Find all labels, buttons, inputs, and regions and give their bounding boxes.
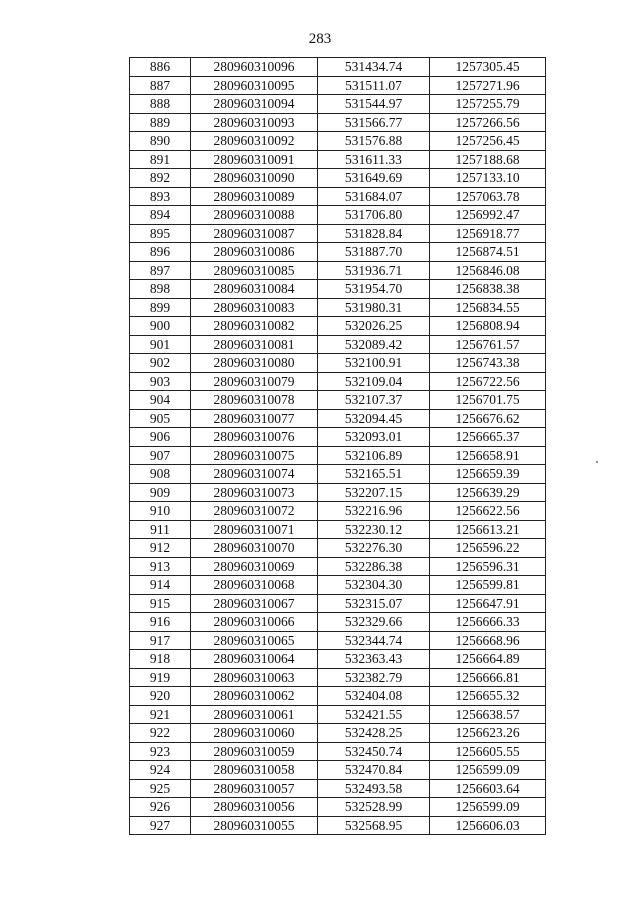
- row-number-cell: 914: [130, 576, 191, 595]
- table-row: [130, 76, 546, 95]
- y-coordinate-cell: 1256655.32: [430, 687, 546, 706]
- x-coordinate-cell: 531706.80: [318, 206, 430, 225]
- y-coordinate-cell: 1256622.56: [430, 502, 546, 521]
- scan-speck: [596, 461, 598, 463]
- x-coordinate-cell: 532493.58: [318, 779, 430, 798]
- page-number: 283: [308, 31, 332, 47]
- y-coordinate-cell: 1256992.47: [430, 206, 546, 225]
- row-number-cell: 901: [130, 335, 191, 354]
- table-row: [130, 613, 546, 632]
- row-number-cell: 913: [130, 557, 191, 576]
- x-coordinate-cell: 532230.12: [318, 520, 430, 539]
- table-row: [130, 761, 546, 780]
- y-coordinate-cell: 1256918.77: [430, 224, 546, 243]
- x-coordinate-cell: 532165.51: [318, 465, 430, 484]
- row-number-cell: 895: [130, 224, 191, 243]
- y-coordinate-cell: 1256676.62: [430, 409, 546, 428]
- row-number-cell: 887: [130, 76, 191, 95]
- row-number-cell: 920: [130, 687, 191, 706]
- x-coordinate-cell: 532470.84: [318, 761, 430, 780]
- table-row: [130, 354, 546, 373]
- y-coordinate-cell: 1257133.10: [430, 169, 546, 188]
- row-number-cell: 912: [130, 539, 191, 558]
- row-number-cell: 919: [130, 668, 191, 687]
- point-id-cell: 280960310070: [191, 539, 318, 558]
- point-id-cell: 280960310059: [191, 742, 318, 761]
- table-row: [130, 668, 546, 687]
- table-row: [130, 58, 546, 77]
- point-id-cell: 280960310087: [191, 224, 318, 243]
- y-coordinate-cell: 1256638.57: [430, 705, 546, 724]
- y-coordinate-cell: 1256659.39: [430, 465, 546, 484]
- row-number-cell: 926: [130, 798, 191, 817]
- point-id-cell: 280960310082: [191, 317, 318, 336]
- x-coordinate-cell: 532107.37: [318, 391, 430, 410]
- coordinates-table: [129, 57, 546, 835]
- row-number-cell: 918: [130, 650, 191, 669]
- table-row: [130, 465, 546, 484]
- point-id-cell: 280960310056: [191, 798, 318, 817]
- y-coordinate-cell: 1256665.37: [430, 428, 546, 447]
- y-coordinate-cell: 1256596.22: [430, 539, 546, 558]
- y-coordinate-cell: 1257256.45: [430, 132, 546, 151]
- y-coordinate-cell: 1256834.55: [430, 298, 546, 317]
- table-row: [130, 705, 546, 724]
- x-coordinate-cell: 531566.77: [318, 113, 430, 132]
- row-number-cell: 907: [130, 446, 191, 465]
- row-number-cell: 923: [130, 742, 191, 761]
- table-row: [130, 557, 546, 576]
- row-number-cell: 905: [130, 409, 191, 428]
- y-coordinate-cell: 1256596.31: [430, 557, 546, 576]
- row-number-cell: 911: [130, 520, 191, 539]
- point-id-cell: 280960310091: [191, 150, 318, 169]
- table-row: [130, 169, 546, 188]
- point-id-cell: 280960310094: [191, 95, 318, 114]
- x-coordinate-cell: 532329.66: [318, 613, 430, 632]
- point-id-cell: 280960310060: [191, 724, 318, 743]
- table-row: [130, 483, 546, 502]
- point-id-cell: 280960310092: [191, 132, 318, 151]
- y-coordinate-cell: 1256722.56: [430, 372, 546, 391]
- table-row: [130, 280, 546, 299]
- table-row: [130, 539, 546, 558]
- table-row: [130, 261, 546, 280]
- table-row: [130, 520, 546, 539]
- x-coordinate-cell: 532207.15: [318, 483, 430, 502]
- x-coordinate-cell: 532363.43: [318, 650, 430, 669]
- x-coordinate-cell: 532026.25: [318, 317, 430, 336]
- row-number-cell: 892: [130, 169, 191, 188]
- point-id-cell: 280960310088: [191, 206, 318, 225]
- row-number-cell: 906: [130, 428, 191, 447]
- table-row: [130, 206, 546, 225]
- row-number-cell: 917: [130, 631, 191, 650]
- point-id-cell: 280960310083: [191, 298, 318, 317]
- x-coordinate-cell: 532089.42: [318, 335, 430, 354]
- x-coordinate-cell: 531649.69: [318, 169, 430, 188]
- x-coordinate-cell: 532109.04: [318, 372, 430, 391]
- y-coordinate-cell: 1256613.21: [430, 520, 546, 539]
- point-id-cell: 280960310086: [191, 243, 318, 262]
- y-coordinate-cell: 1257255.79: [430, 95, 546, 114]
- point-id-cell: 280960310079: [191, 372, 318, 391]
- x-coordinate-cell: 531936.71: [318, 261, 430, 280]
- point-id-cell: 280960310081: [191, 335, 318, 354]
- x-coordinate-cell: 532404.08: [318, 687, 430, 706]
- table-row: [130, 243, 546, 262]
- y-coordinate-cell: 1256838.38: [430, 280, 546, 299]
- point-id-cell: 280960310078: [191, 391, 318, 410]
- point-id-cell: 280960310075: [191, 446, 318, 465]
- table-row: [130, 409, 546, 428]
- table-row: [130, 816, 546, 835]
- row-number-cell: 927: [130, 816, 191, 835]
- table-row: [130, 428, 546, 447]
- y-coordinate-cell: 1256666.81: [430, 668, 546, 687]
- x-coordinate-cell: 532428.25: [318, 724, 430, 743]
- row-number-cell: 894: [130, 206, 191, 225]
- point-id-cell: 280960310073: [191, 483, 318, 502]
- point-id-cell: 280960310062: [191, 687, 318, 706]
- y-coordinate-cell: 1256666.33: [430, 613, 546, 632]
- row-number-cell: 909: [130, 483, 191, 502]
- table-row: [130, 502, 546, 521]
- point-id-cell: 280960310085: [191, 261, 318, 280]
- point-id-cell: 280960310093: [191, 113, 318, 132]
- table-row: [130, 631, 546, 650]
- table-row: [130, 594, 546, 613]
- row-number-cell: 924: [130, 761, 191, 780]
- row-number-cell: 898: [130, 280, 191, 299]
- row-number-cell: 889: [130, 113, 191, 132]
- table-row: [130, 113, 546, 132]
- x-coordinate-cell: 531611.33: [318, 150, 430, 169]
- point-id-cell: 280960310076: [191, 428, 318, 447]
- x-coordinate-cell: 531828.84: [318, 224, 430, 243]
- y-coordinate-cell: 1257271.96: [430, 76, 546, 95]
- row-number-cell: 916: [130, 613, 191, 632]
- y-coordinate-cell: 1256761.57: [430, 335, 546, 354]
- point-id-cell: 280960310065: [191, 631, 318, 650]
- table-row: [130, 372, 546, 391]
- row-number-cell: 922: [130, 724, 191, 743]
- y-coordinate-cell: 1256599.81: [430, 576, 546, 595]
- x-coordinate-cell: 532094.45: [318, 409, 430, 428]
- point-id-cell: 280960310068: [191, 576, 318, 595]
- x-coordinate-cell: 532568.95: [318, 816, 430, 835]
- y-coordinate-cell: 1256606.03: [430, 816, 546, 835]
- y-coordinate-cell: 1256846.08: [430, 261, 546, 280]
- row-number-cell: 891: [130, 150, 191, 169]
- table-row: [130, 187, 546, 206]
- x-coordinate-cell: 532276.30: [318, 539, 430, 558]
- point-id-cell: 280960310057: [191, 779, 318, 798]
- x-coordinate-cell: 532450.74: [318, 742, 430, 761]
- x-coordinate-cell: 532286.38: [318, 557, 430, 576]
- row-number-cell: 890: [130, 132, 191, 151]
- point-id-cell: 280960310055: [191, 816, 318, 835]
- x-coordinate-cell: 531434.74: [318, 58, 430, 77]
- row-number-cell: 900: [130, 317, 191, 336]
- x-coordinate-cell: 532093.01: [318, 428, 430, 447]
- table-row: [130, 742, 546, 761]
- x-coordinate-cell: 531544.97: [318, 95, 430, 114]
- x-coordinate-cell: 532216.96: [318, 502, 430, 521]
- row-number-cell: 910: [130, 502, 191, 521]
- y-coordinate-cell: 1256639.29: [430, 483, 546, 502]
- x-coordinate-cell: 531576.88: [318, 132, 430, 151]
- table-row: [130, 132, 546, 151]
- y-coordinate-cell: 1256603.64: [430, 779, 546, 798]
- point-id-cell: 280960310095: [191, 76, 318, 95]
- point-id-cell: 280960310072: [191, 502, 318, 521]
- y-coordinate-cell: 1256668.96: [430, 631, 546, 650]
- x-coordinate-cell: 532382.79: [318, 668, 430, 687]
- table-row: [130, 95, 546, 114]
- x-coordinate-cell: 532421.55: [318, 705, 430, 724]
- point-id-cell: 280960310058: [191, 761, 318, 780]
- point-id-cell: 280960310089: [191, 187, 318, 206]
- x-coordinate-cell: 532304.30: [318, 576, 430, 595]
- y-coordinate-cell: 1256664.89: [430, 650, 546, 669]
- x-coordinate-cell: 531954.70: [318, 280, 430, 299]
- y-coordinate-cell: 1256743.38: [430, 354, 546, 373]
- point-id-cell: 280960310064: [191, 650, 318, 669]
- x-coordinate-cell: 532528.99: [318, 798, 430, 817]
- point-id-cell: 280960310066: [191, 613, 318, 632]
- row-number-cell: 897: [130, 261, 191, 280]
- y-coordinate-cell: 1256599.09: [430, 798, 546, 817]
- coordinates-table-body: [130, 58, 546, 835]
- point-id-cell: 280960310080: [191, 354, 318, 373]
- x-coordinate-cell: 532106.89: [318, 446, 430, 465]
- row-number-cell: 888: [130, 95, 191, 114]
- y-coordinate-cell: 1256808.94: [430, 317, 546, 336]
- point-id-cell: 280960310069: [191, 557, 318, 576]
- row-number-cell: 921: [130, 705, 191, 724]
- y-coordinate-cell: 1256701.75: [430, 391, 546, 410]
- row-number-cell: 903: [130, 372, 191, 391]
- table-row: [130, 724, 546, 743]
- y-coordinate-cell: 1257305.45: [430, 58, 546, 77]
- row-number-cell: 925: [130, 779, 191, 798]
- point-id-cell: 280960310096: [191, 58, 318, 77]
- y-coordinate-cell: 1257063.78: [430, 187, 546, 206]
- point-id-cell: 280960310090: [191, 169, 318, 188]
- row-number-cell: 886: [130, 58, 191, 77]
- table-row: [130, 224, 546, 243]
- point-id-cell: 280960310071: [191, 520, 318, 539]
- table-row: [130, 150, 546, 169]
- table-row: [130, 391, 546, 410]
- y-coordinate-cell: 1257188.68: [430, 150, 546, 169]
- row-number-cell: 908: [130, 465, 191, 484]
- x-coordinate-cell: 532100.91: [318, 354, 430, 373]
- table-row: [130, 576, 546, 595]
- row-number-cell: 902: [130, 354, 191, 373]
- row-number-cell: 893: [130, 187, 191, 206]
- x-coordinate-cell: 531684.07: [318, 187, 430, 206]
- table-row: [130, 687, 546, 706]
- table-row: [130, 650, 546, 669]
- y-coordinate-cell: 1256623.26: [430, 724, 546, 743]
- table-row: [130, 317, 546, 336]
- table-row: [130, 798, 546, 817]
- point-id-cell: 280960310063: [191, 668, 318, 687]
- row-number-cell: 915: [130, 594, 191, 613]
- point-id-cell: 280960310061: [191, 705, 318, 724]
- x-coordinate-cell: 531511.07: [318, 76, 430, 95]
- table-row: [130, 335, 546, 354]
- y-coordinate-cell: 1256599.09: [430, 761, 546, 780]
- table-row: [130, 298, 546, 317]
- y-coordinate-cell: 1256874.51: [430, 243, 546, 262]
- point-id-cell: 280960310084: [191, 280, 318, 299]
- x-coordinate-cell: 532315.07: [318, 594, 430, 613]
- y-coordinate-cell: 1256605.55: [430, 742, 546, 761]
- row-number-cell: 904: [130, 391, 191, 410]
- table-row: [130, 779, 546, 798]
- row-number-cell: 896: [130, 243, 191, 262]
- y-coordinate-cell: 1256658.91: [430, 446, 546, 465]
- point-id-cell: 280960310067: [191, 594, 318, 613]
- row-number-cell: 899: [130, 298, 191, 317]
- y-coordinate-cell: 1257266.56: [430, 113, 546, 132]
- point-id-cell: 280960310077: [191, 409, 318, 428]
- x-coordinate-cell: 532344.74: [318, 631, 430, 650]
- point-id-cell: 280960310074: [191, 465, 318, 484]
- x-coordinate-cell: 531980.31: [318, 298, 430, 317]
- table-row: [130, 446, 546, 465]
- x-coordinate-cell: 531887.70: [318, 243, 430, 262]
- y-coordinate-cell: 1256647.91: [430, 594, 546, 613]
